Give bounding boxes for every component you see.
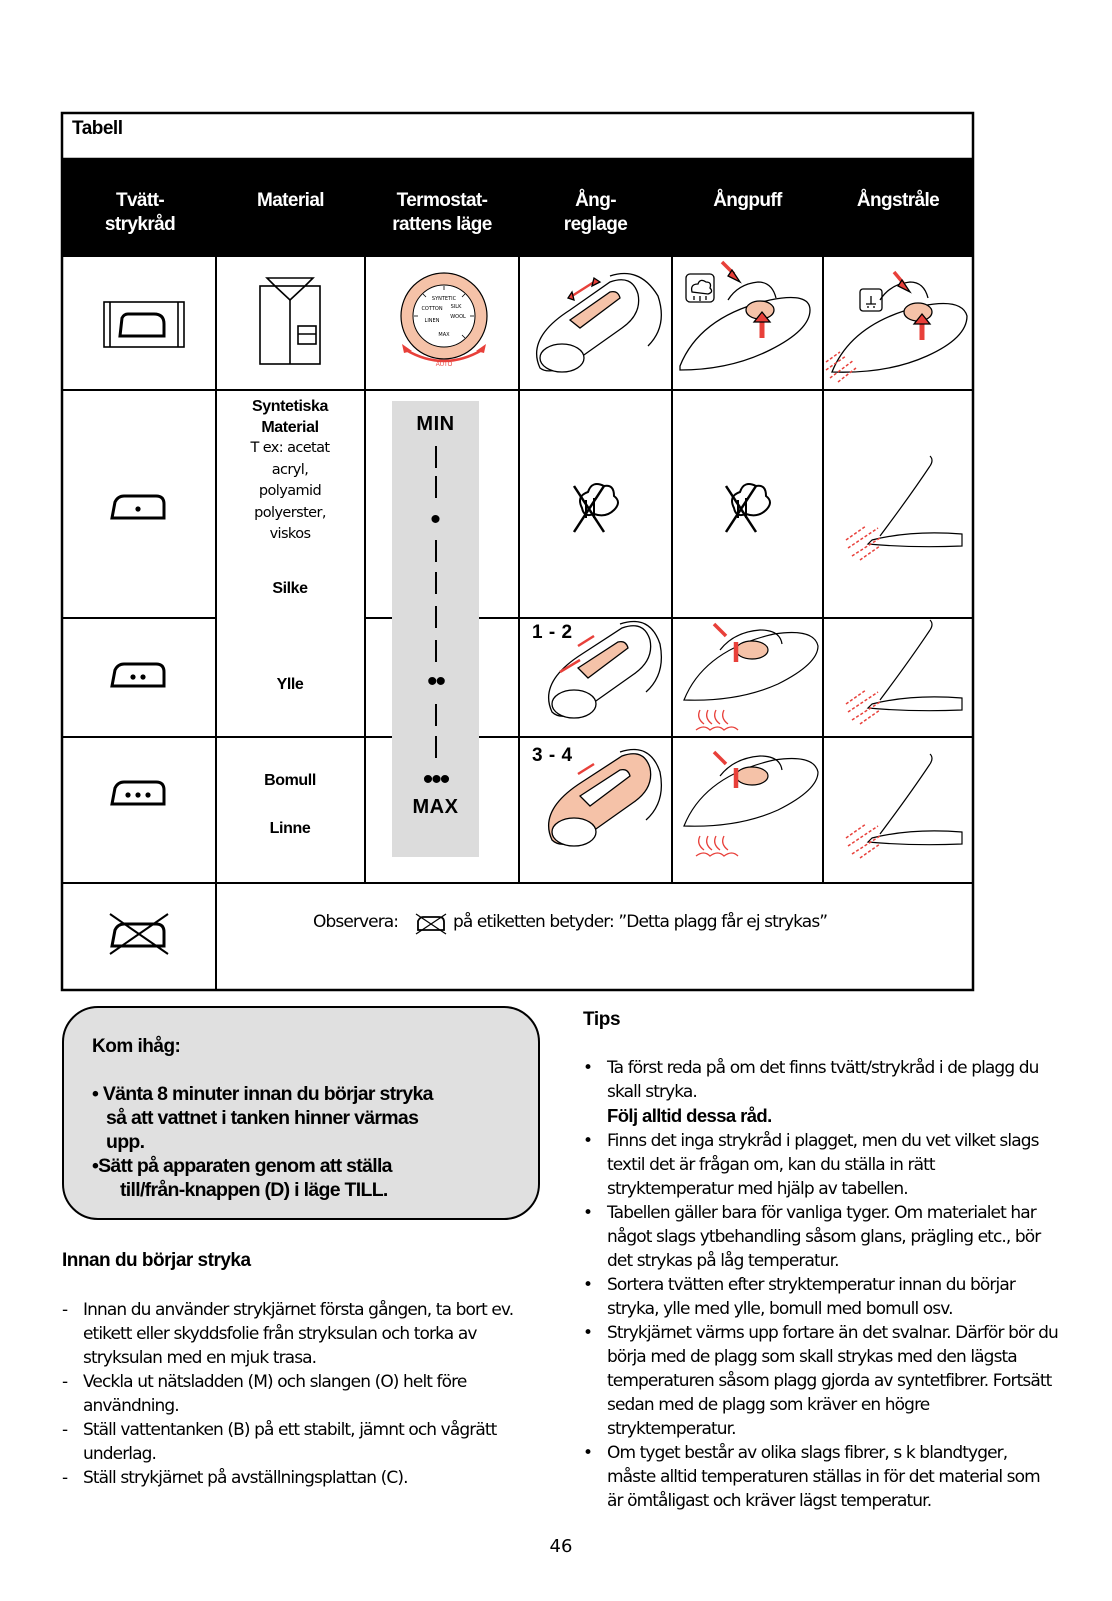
list-item: • Strykjärnet värms upp fortare än det svalnar. Därför bör du börja med de plagg som skall strykas med den lägsta temperaturen såsom plagg gjorda av syntetfibrer. Fortsätt sedan med de plagg som kräver en högre stryktemperatur. bbox=[579, 1321, 1059, 1441]
material-line: polyerster, bbox=[254, 504, 326, 521]
steam-setting-1-2: 1 - 2 bbox=[532, 622, 573, 643]
scale-max-label: MAX bbox=[412, 796, 459, 818]
scale-dots-three: ••• bbox=[422, 763, 449, 796]
reminder-line: •Sätt på apparaten genom att ställa bbox=[92, 1155, 392, 1177]
shirt-icon bbox=[260, 278, 320, 364]
no-steam-icon-control bbox=[574, 484, 618, 532]
header-steam-puff: Ångpuff bbox=[713, 190, 782, 211]
list-item: - Ställ strykjärnet på avställningsplattan (C). bbox=[60, 1466, 540, 1490]
steam-control-illustration bbox=[537, 274, 662, 373]
material-cotton: Bomull bbox=[264, 772, 316, 789]
care-label-icon bbox=[104, 302, 184, 347]
tips-title: Tips bbox=[583, 1009, 621, 1030]
list-item: • Sortera tvätten efter stryktemperatur innan du börjar stryka, ylle med ylle, bomull med bomull osv. bbox=[579, 1273, 1059, 1321]
scale-min-label: MIN bbox=[416, 413, 455, 435]
list-item: - Veckla ut nätsladden (M) och slangen (O) helt före användning. bbox=[60, 1370, 540, 1418]
before-list bbox=[60, 1298, 540, 1490]
before-title: Innan du börjar stryka bbox=[62, 1250, 251, 1271]
reminder-line: till/från-knappen (D) i läge TILL. bbox=[120, 1179, 388, 1201]
reminder-line: upp. bbox=[106, 1131, 145, 1153]
material-line: acryl, bbox=[271, 461, 309, 478]
iron-two-dots-icon bbox=[112, 664, 164, 686]
scale-dots-two: •• bbox=[426, 665, 444, 698]
steam-puff-iron-row3 bbox=[684, 624, 818, 730]
dial-label-linen: LINEN bbox=[424, 318, 440, 324]
reminder-title: Kom ihåg: bbox=[92, 1036, 181, 1057]
dial-label-cotton: COTTON bbox=[421, 306, 443, 312]
material-line: polyamid bbox=[258, 483, 322, 499]
material-line: T ex: acetat bbox=[250, 440, 330, 456]
list-item: • Finns det inga strykråd i plagget, men du vet vilket slags textil det är frågan om, kan du ställa in rätt stryktemperatur med hjälp av tabellen. bbox=[579, 1129, 1059, 1201]
page-number: 46 bbox=[549, 1536, 573, 1557]
reminder-line: • Vänta 8 minuter innan du börjar stryka bbox=[92, 1083, 433, 1105]
steam-setting-3-4: 3 - 4 bbox=[532, 745, 573, 766]
header-steam-jet: Ångstråle bbox=[856, 190, 940, 211]
note-text: på etiketten betyder: ”Detta plagg får ej strykas” bbox=[453, 912, 828, 932]
list-item: • Ta först reda på om det finns tvätt/strykråd i de plagg du skall stryka. Följ alltid dessa råd. bbox=[579, 1056, 1059, 1129]
dial-label-syntetic: SYNTETIC bbox=[431, 296, 457, 302]
header-care-label: Tvätt- strykråd bbox=[104, 190, 176, 235]
tips-bold-note: Följ alltid dessa råd. bbox=[607, 1105, 772, 1126]
header-steam-control: Ång- reglage bbox=[563, 190, 628, 235]
dial-label-max: MAX bbox=[438, 332, 450, 338]
list-item: • Om tyget består av olika slags fibrer, s k blandtyger, måste alltid temperaturen ställas in för det material som är ömtåligast och kräver lägst temperatur. bbox=[579, 1441, 1059, 1513]
dial-auto-label: AUTO bbox=[435, 362, 453, 368]
steam-jet-side-view-row2 bbox=[846, 456, 962, 560]
scale-dot-one: • bbox=[430, 503, 441, 536]
material-line: viskos bbox=[269, 526, 311, 542]
note-no-iron-icon bbox=[416, 914, 446, 934]
list-item: - Innan du använder strykjärnet första gången, ta bort ev. etikett eller skyddsfolie från stryksulan och torka av stryksulan med en mjuk trasa. bbox=[60, 1298, 540, 1370]
dial-label-wool: WOOL bbox=[450, 314, 466, 320]
note-prefix: Observera: bbox=[313, 912, 399, 932]
material-line: Syntetiska bbox=[251, 398, 329, 415]
steam-jet-illustration bbox=[826, 272, 967, 382]
dial-label-silk: SILK bbox=[450, 304, 462, 310]
thermostat-dial-icon bbox=[401, 273, 487, 368]
material-synthetics bbox=[215, 396, 365, 546]
steam-jet-side-view-row4 bbox=[846, 754, 962, 858]
header-material: Material bbox=[256, 190, 324, 211]
do-not-iron-icon bbox=[110, 914, 168, 954]
reminder-body bbox=[92, 1082, 532, 1202]
list-item: • Tabellen gäller bara för vanliga tyger. Om materialet har något slags ytbehandling såsom glans, prägling etc., bör det strykas på låg temperatur. bbox=[579, 1201, 1059, 1273]
steam-jet-side-view-row3 bbox=[846, 620, 962, 724]
steam-puff-illustration bbox=[680, 262, 810, 370]
table-title: Tabell bbox=[72, 118, 123, 139]
reminder-line: så att vattnet i tanken hinner värmas bbox=[106, 1107, 419, 1129]
reminder-box bbox=[62, 1006, 540, 1220]
material-line: Material bbox=[261, 419, 319, 436]
list-item: - Ställ vattentanken (B) på ett stabilt, jämnt och vågrätt underlag. bbox=[60, 1418, 540, 1466]
material-wool: Ylle bbox=[276, 676, 304, 693]
tips-list bbox=[579, 1056, 1059, 1513]
no-steam-icon-puff bbox=[726, 484, 770, 532]
iron-three-dots-icon bbox=[112, 782, 164, 804]
steam-puff-iron-row4 bbox=[684, 752, 818, 856]
iron-one-dot-icon bbox=[112, 496, 164, 518]
material-silk: Silke bbox=[272, 580, 308, 597]
material-linen: Linne bbox=[269, 820, 311, 837]
header-thermostat: Termostat- rattens läge bbox=[392, 190, 492, 235]
